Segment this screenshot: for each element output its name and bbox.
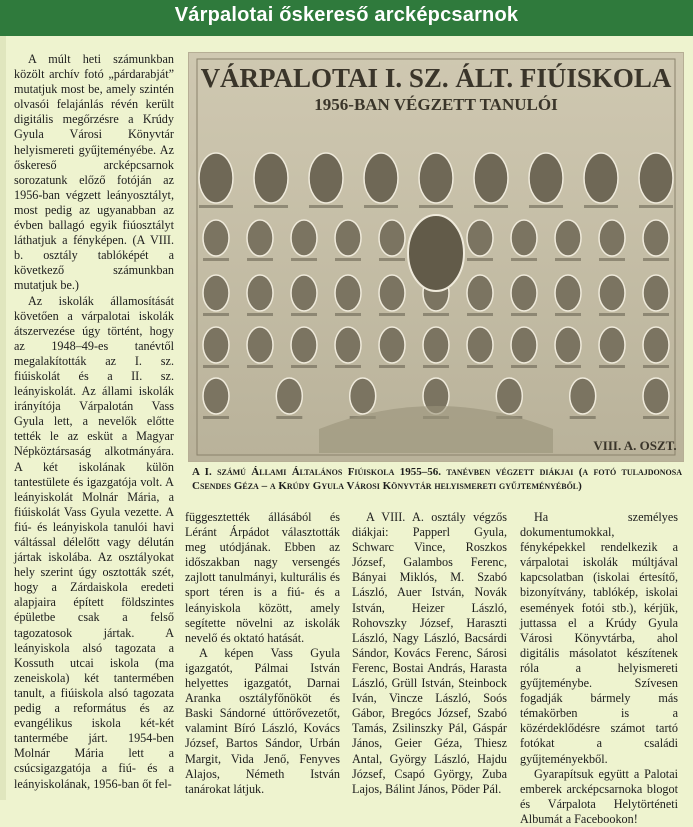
portrait-name-strip — [599, 258, 625, 261]
portrait-name-strip — [511, 258, 537, 261]
portrait-oval — [467, 275, 493, 311]
portrait-name-strip — [423, 365, 449, 368]
portrait-name-strip — [599, 365, 625, 368]
portrait-name-strip — [467, 258, 493, 261]
portrait-name-strip — [555, 313, 581, 316]
portrait-name-strip — [203, 416, 229, 419]
portrait-name-strip — [529, 205, 563, 208]
article-column-2 — [185, 510, 340, 795]
portrait-oval — [247, 220, 273, 256]
portrait-oval — [639, 153, 673, 203]
portrait-oval — [599, 220, 625, 256]
portrait-name-strip — [643, 416, 669, 419]
portrait-name-strip — [247, 258, 273, 261]
portrait-oval — [584, 153, 618, 203]
portrait-oval — [350, 378, 376, 414]
portrait-oval — [335, 220, 361, 256]
portrait-oval — [555, 275, 581, 311]
portrait-oval — [203, 275, 229, 311]
class-photo — [188, 52, 684, 462]
portrait-oval — [555, 220, 581, 256]
portrait-oval — [467, 220, 493, 256]
article-paragraph: Gyarapítsuk együtt a Palotai emberek arcképcsarnoka blogot és Várpalota Helytörténeti Albumát a Facebookon! — [520, 766, 678, 826]
class-label: VIII. A. OSZT. — [593, 438, 677, 453]
portrait-oval — [555, 327, 581, 363]
article-paragraph: Az iskolák államosítását követően a várpalotai iskolák átszervezése úgy történt, hogy az 1948–49-es tanévtől megalakították az I. sz. fiúiskolát és a II. sz. leányiskolát. Az állami iskolák irányítója Várpalotán Vass Gyula lett, a nevelők előtte tették le az esküt a Magyar Népköztársaság alkotmányára. A két iskolának külön tantestülete és igazgatója volt. A leányiskolát Molnár Mária, a fiúiskolát Vass Gyula vezette. A fiú- és leányiskola tanulói havi váltással délelőtt vagy délután jártak iskolába. Az osztályokat hely szerint úgy osztották szét, hogy a Zárdaiskola eredeti alapjaira épített földszintes épületbe csak a felső tagozatosok jártak. A leányiskola alsó tagozata a Kossuth utcai iskola (ma zeneiskola) két tantermében tanult, a fiúiskola alsó tagozata pedig a református és az evangélikus iskola két-két tantermébe járt. 1954-ben Molnár Mária lett a csúcsigazgatója a fiú- és a leányiskolának, 1956-ban őt fel- — [14, 293, 174, 791]
portrait-oval — [203, 220, 229, 256]
portrait-oval — [247, 327, 273, 363]
portrait-name-strip — [419, 205, 453, 208]
portrait-name-strip — [643, 258, 669, 261]
photo-caption: A I. számú Állami Általános Fiúiskola 1955–56. tanévben végzett diákjai (a fotó tulajdonosa Csendes Géza – a Krúdy Gyula Városi Könyvtár helyismereti gyűjteményéből) — [192, 466, 682, 492]
portrait-oval — [570, 378, 596, 414]
portrait-oval — [276, 378, 302, 414]
photo-heading-2: 1956-BAN VÉGZETT TANULÓI — [314, 95, 558, 114]
article-paragraph: Ha személyes dokumentumokkal, fényképekkel rendelkezik a várpalotai iskolák múltjával kapcsolatban (iskolai értesítő, bizonyítvány, tablókép, iskolai események fotói stb.), kérjük, juttassa el a Krúdy Gyula Városi Könyvtárba, ahol digitális másolatot készítenek róla a helyismereti gyűjteménybe. Szívesen fogadják bármely más témakörben is a közérdeklődésre számot tartó fotókat a családi gyűjteményekből. — [520, 510, 678, 766]
portrait-oval — [379, 275, 405, 311]
portrait-name-strip — [467, 313, 493, 316]
portrait-oval — [335, 275, 361, 311]
portrait-name-strip — [599, 313, 625, 316]
tableau-image — [189, 53, 683, 461]
portrait-oval — [203, 327, 229, 363]
portrait-oval — [643, 327, 669, 363]
portrait-oval — [423, 327, 449, 363]
portrait-name-strip — [474, 205, 508, 208]
portrait-oval — [199, 153, 233, 203]
portrait-name-strip — [291, 365, 317, 368]
portrait-name-strip — [291, 258, 317, 261]
portrait-oval — [474, 153, 508, 203]
portrait-name-strip — [643, 365, 669, 368]
portrait-name-strip — [379, 258, 405, 261]
portrait-name-strip — [639, 205, 673, 208]
portrait-name-strip — [511, 365, 537, 368]
portrait-oval — [643, 220, 669, 256]
portrait-oval — [643, 378, 669, 414]
portrait-name-strip — [364, 205, 398, 208]
portrait-oval — [599, 327, 625, 363]
portrait-name-strip — [423, 313, 449, 316]
portrait-name-strip — [247, 313, 273, 316]
portrait-oval — [364, 153, 398, 203]
portrait-oval — [291, 220, 317, 256]
article-paragraph: függesztették állásából és Léránt Árpádot választották meg utódjának. Ebben az időszakban nagy versengés zajlott tanulmányi, kulturális és sport téren is a fiú- és a leányiskola között, amely segítette növelni az iskolák nevelő és oktató hatását. — [185, 510, 340, 645]
portrait-name-strip — [203, 313, 229, 316]
portrait-oval — [529, 153, 563, 203]
portrait-oval — [247, 275, 273, 311]
page-gutter — [0, 36, 6, 800]
portrait-name-strip — [335, 258, 361, 261]
portrait-oval — [379, 327, 405, 363]
portrait-oval — [599, 275, 625, 311]
portrait-name-strip — [203, 258, 229, 261]
portrait-name-strip — [335, 365, 361, 368]
portrait-oval — [379, 220, 405, 256]
portrait-oval — [496, 378, 522, 414]
article-column-3 — [352, 510, 507, 795]
portrait-name-strip — [247, 365, 273, 368]
portrait-name-strip — [254, 205, 288, 208]
portrait-name-strip — [309, 205, 343, 208]
portrait-name-strip — [584, 205, 618, 208]
article-paragraph: A múlt heti számunkban közölt archív fotó „párdarabját” mutatjuk most be, amely szintén olvasói felajánlás révén került digitális megőrzésre a Krúdy Gyula Városi Könyvtár helyismereti gyűjteményébe. Az őskereső arcképcsarnok sorozatunk előző fotóján az 1956-ban végzett leányosztályt, most pedig az ugyanabban az évben ballagó egyik fiúosztályt láthatjuk a fényképen. (A VIII. b. osztály tablóképét a következő számunkban mutatjuk be.) — [14, 52, 174, 293]
portrait-name-strip — [555, 365, 581, 368]
director-portrait — [408, 215, 464, 291]
portrait-oval — [335, 327, 361, 363]
article-paragraph: A képen Vass Gyula igazgatót, Pálmai István helyettes igazgatót, Darnai Aranka osztályfőnököt és Baski Sándorné úttörővezetőt, valamint Bíró László, Kovács József, Bartos Sándor, Urbán Margit, Vida Jenő, Fenyves Alajos, Németh István tanárokat látjuk. — [185, 645, 340, 796]
portrait-oval — [511, 220, 537, 256]
article-paragraph: A VIII. A. osztály végzős diákjai: Papperl Gyula, Schwarc Vince, Roszkos József, Galambos Ferenc, Bányai Miklós, M. Szabó László, Auer István, Novák István, Heizer László, Rohovszky József, Haraszti László, Nagy László, Bacsárdi Sándor, Kovács Ferenc, Sárosi Ferenc, Bostai András, Harasta László, Grüll István, Steinbock Iván, Vincze László, Soós Gábor, Bregócs József, Szabó Tamás, Zsilinszky Pál, Gáspár János, Geier Géza, Thiesz Antal, György László, Hajdu József, Csapó György, Zuba Lajos, Bálint János, Pöder Pál. — [352, 510, 507, 796]
portrait-oval — [203, 378, 229, 414]
portrait-oval — [254, 153, 288, 203]
portrait-oval — [291, 327, 317, 363]
portrait-oval — [291, 275, 317, 311]
portrait-oval — [511, 327, 537, 363]
portrait-name-strip — [291, 313, 317, 316]
portrait-name-strip — [335, 313, 361, 316]
portrait-name-strip — [379, 365, 405, 368]
portrait-name-strip — [511, 313, 537, 316]
portrait-name-strip — [643, 313, 669, 316]
portrait-name-strip — [199, 205, 233, 208]
article-column-1 — [14, 52, 174, 792]
portrait-name-strip — [555, 258, 581, 261]
header-band — [0, 0, 693, 36]
portrait-name-strip — [203, 365, 229, 368]
portrait-name-strip — [379, 313, 405, 316]
portrait-oval — [511, 275, 537, 311]
photo-heading-1: VÁRPALOTAI I. SZ. ÁLT. FIÚISKOLA — [200, 63, 672, 93]
portrait-oval — [643, 275, 669, 311]
portrait-name-strip — [467, 365, 493, 368]
portrait-oval — [467, 327, 493, 363]
portrait-oval — [309, 153, 343, 203]
portrait-oval — [419, 153, 453, 203]
portrait-name-strip — [570, 416, 596, 419]
portrait-name-strip — [276, 416, 302, 419]
article-column-4 — [520, 510, 678, 826]
page-title: Várpalotai őskereső arcképcsarnok — [174, 4, 519, 26]
